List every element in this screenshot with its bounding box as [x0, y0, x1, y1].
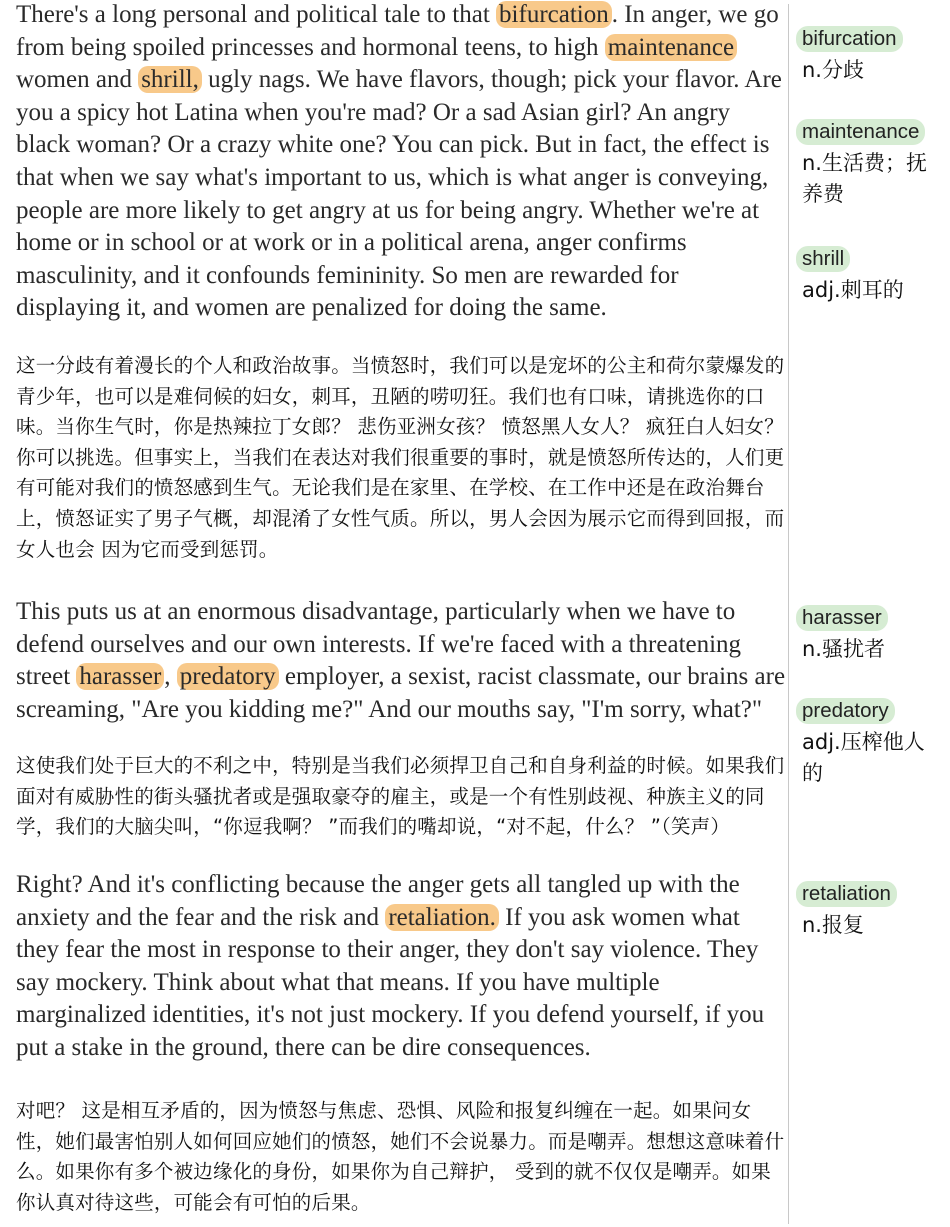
chinese-translation: 这使我们处于巨大的不利之中，特别是当我们必须捍卫自己和自身利益的时候。如果我们面对有威胁性的街头骚扰者或是强取豪夺的雇主，或是一个有性别歧视、种族主义的同学，我们的大脑尖叫，“你逗我啊？ ”而我们的嘴却说，“对不起，什么？ ”（笑声） [16, 754, 785, 839]
vocab-definition: n.生活费；抚养费 [802, 151, 927, 206]
vocab-entry [796, 881, 942, 941]
highlighted-word[interactable]: bifurcation [496, 1, 612, 28]
vocab-definition: n.骚扰者 [802, 637, 885, 661]
vocab-word-chip[interactable]: shrill [796, 246, 850, 272]
vocab-entry [796, 605, 942, 665]
vocab-definition: n.分歧 [802, 58, 864, 82]
english-paragraph: This puts us at an enormous disadvantage, particularly when we have to defend ourselves and our own interests. If we're faced with a threatening street harasser , predatory employer, a sexist, racist classmate, our brains are screaming, "Are you kidding me?" And our mouths say, "I'm sorry, what?" [16, 598, 786, 723]
vocab-word-chip[interactable]: harasser [796, 605, 888, 631]
vocab-word-chip[interactable]: predatory [796, 698, 895, 724]
vocab-entry [796, 119, 942, 210]
highlighted-word[interactable]: harasser [76, 663, 164, 690]
vocab-definition: adj.刺耳的 [802, 278, 904, 302]
highlighted-word[interactable]: maintenance [605, 34, 737, 61]
vocab-definition: adj.压榨他人的 [802, 730, 925, 785]
highlighted-word[interactable]: retaliation. [385, 904, 499, 931]
vocab-word-chip[interactable]: bifurcation [796, 26, 903, 52]
highlighted-word[interactable]: predatory [177, 663, 279, 690]
english-paragraph: Right? And it's conflicting because the anger gets all tangled up with the anxiety and the fear and the risk and retaliation. If you ask women what they fear the most in response to their anger, they don't say violence. They say mockery. Think about what that means. If you have multiple marginalized identities, it's not just mockery. If you defend yourself, if you put a stake in the ground, there can be dire consequences. [16, 871, 765, 1061]
vocab-entry [796, 246, 942, 306]
english-paragraph: There's a long personal and political tale to that bifurcation . In anger, we go from being spoiled princesses and hormonal teens, to high maintenance women and shrill, ugly nags. We have flavors, though; pick your flavor. Are you a spicy hot Latina when you're mad? Or a sad Asian girl? An angry black woman? Or a crazy white one? You can pick. But in fact, the effect is that when we say what's important to us, which is what anger is conveying, people are more likely to get angry at us for being angry. Whether we're at home or in school or at work or in a political arena, anger confirms masculinity, and it confounds femininity. So men are rewarded for displaying it, and women are penalized for doing the same. [16, 1, 782, 322]
vocab-word-chip[interactable]: retaliation [796, 881, 897, 907]
vocab-word-chip[interactable]: maintenance [796, 119, 925, 145]
chinese-translation: 这一分歧有着漫长的个人和政治故事。当愤怒时，我们可以是宠坏的公主和荷尔蒙爆发的青少年，也可以是难伺候的妇女，刺耳，丑陋的唠叨狂。我们也有口味，请挑选你的口味。当你生气时，你是热辣拉丁女郎？ 悲伤亚洲女孩？ 愤怒黑人女人？ 疯狂白人妇女？ 你可以挑选。但事实上，当我们在表达对我们很重要的事时，就是愤怒所传达的，人们更有可能对我们的愤怒感到生气。无论我们是在家里、在学校、在工作中还是在政治舞台上，愤怒证实了男子气概，却混淆了女性气质。所以，男人会因为展示它而得到回报，而女人也会 因为它而受到惩罚。 [16, 354, 785, 561]
vocab-entry [796, 26, 942, 86]
column-divider [788, 4, 789, 1224]
vocab-definition: n.报复 [802, 913, 864, 937]
highlighted-word[interactable]: shrill, [138, 66, 202, 93]
vocab-entry [796, 698, 942, 789]
chinese-translation: 对吧？ 这是相互矛盾的，因为愤怒与焦虑、恐惧、风险和报复纠缠在一起。如果问女性，她们最害怕别人如何回应她们的愤怒，她们不会说暴力。而是嘲弄。想想这意味着什么。如果你有多个被边缘化的身份，如果你为自己辩护， 受到的就不仅仅是嘲弄。如果你认真对待这些，可能会有可怕的后果。 [16, 1099, 785, 1214]
